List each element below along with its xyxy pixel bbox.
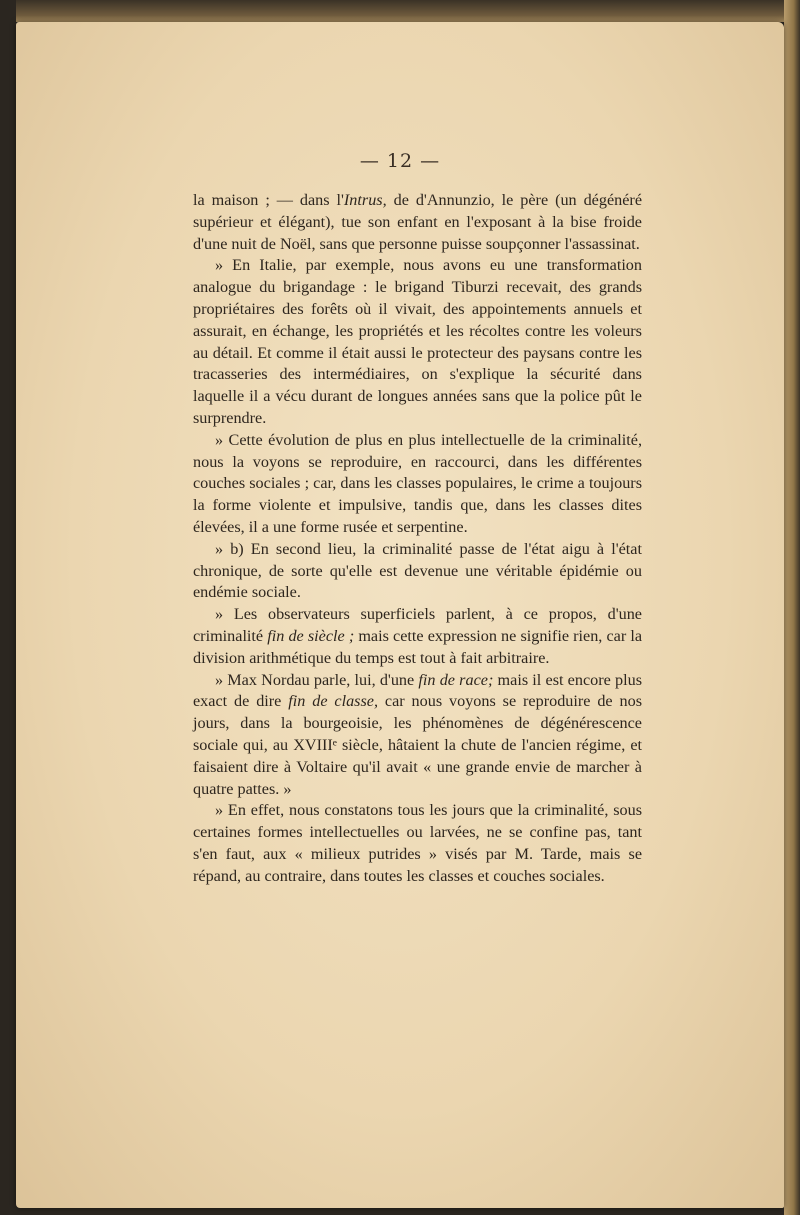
page-right-edge xyxy=(784,0,800,1215)
paragraph-4: » b) En second lieu, la criminalité passe de l'état aigu à l'état chronique, de sorte qu'elle est devenue une véritable épidémie ou endémie sociale. xyxy=(193,539,642,602)
italic-phrase: fin de classe, xyxy=(288,692,379,711)
paragraph-6: » Max Nordau parle, lui, d'une fin de race; mais il est encore plus exact de dire fin de classe, car nous voyons se reproduire de nos jours, dans la bourgeoisie, les phénomènes de dégénérescence sociale qui, au XVIIIᵉ siècle, hâtaient la chute de l'ancien régime, et faisaient dire à Voltaire qu'il avait « une grande envie de marcher à quatre pattes. » xyxy=(193,670,642,798)
paragraph-2: » En Italie, par exemple, nous avons eu une transformation analogue du brigandage : le brigand Tiburzi recevait, des grands propriétaires des forêts où il vivait, des appointements annuels et assurait, en échange, les propriétés et les récoltes contre les voleurs au détail. Et comme il était aussi le protecteur des paysans contre les tracasseries des intermédiaires, on s'explique la sécurité dans laquelle il a vécu durant de longues années sans que la police pût le surprendre. xyxy=(193,256,642,427)
page-number: — 12 — xyxy=(359,150,441,172)
paragraph-3: » Cette évolution de plus en plus intellectuelle de la criminalité, nous la voyons se reproduire, en raccourci, dans les différentes couches sociales ; car, dans les classes populaires, le crime a toujours la forme violente et impulsive, tandis que, dans les classes dites élevées, il a une forme rusée et serpentine. xyxy=(193,430,642,536)
italic-phrase: fin de siècle ; xyxy=(267,626,355,645)
italic-title: Intrus, xyxy=(343,191,387,209)
paragraph-1: la maison ; — dans l'Intrus, de d'Annunzio, le père (un dégénéré supérieur et élégant), tue son enfant en l'exposant à la bise froide d'une nuit de Noël, sans que personne puisse soupçonner l'assassinat. xyxy=(193,191,643,253)
paragraph-7: » En effet, nous constatons tous les jours que la criminalité, sous certaines formes intellectuelles ou larvées, ne se confine pas, tant s'en faut, aux « milieux putrides » visés par M. Tarde, mais se répand, au contraire, dans toutes les classes et couches sociales. xyxy=(193,801,642,885)
page-top-edge xyxy=(16,0,800,22)
italic-phrase: fin de race; xyxy=(418,670,494,689)
body-text xyxy=(193,190,642,888)
paragraph-5: » Les observateurs superficiels parlent, à ce propos, d'une criminalité fin de siècle ; mais cette expression ne signifie rien, car la division arithmétique du temps est tout à fait arbitraire. xyxy=(193,605,643,667)
